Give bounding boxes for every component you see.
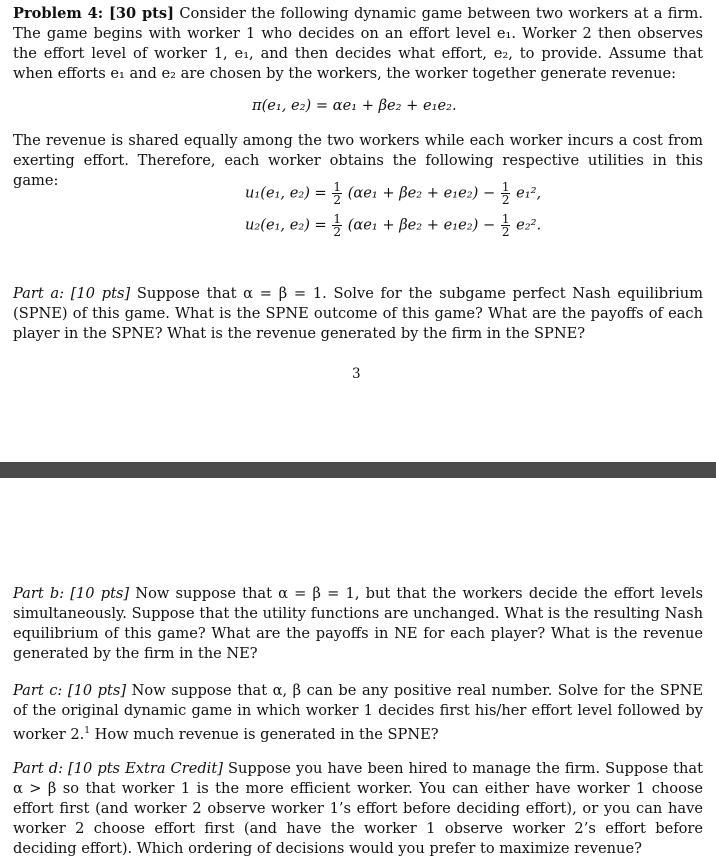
half-fraction: $\frac{1}{2}$ (501, 212, 510, 239)
u2-tail: e₂². (516, 216, 542, 234)
sharing-paragraph: The revenue is shared equally among the two workers while each worker incurs a cost from exerting effort. Therefore, each worker obtains the following respective utilities in this game: (13, 132, 703, 189)
footnote-marker: 1 (84, 726, 91, 736)
part-a (13, 284, 703, 344)
problem-heading: Problem 4: [30 pts] (13, 5, 175, 22)
utility-equation-2 (245, 213, 541, 238)
half-fraction: $\frac{1}{2}$ (501, 180, 510, 207)
page-number: 3 (352, 366, 361, 382)
page-separator (0, 462, 716, 478)
u1-rhs: (αe₁ + βe₂ + e₁e₂) − (347, 184, 496, 202)
part-a-label: Part a: [10 pts] (13, 285, 131, 302)
problem-intro-text: Consider the following dynamic game between two workers at a firm. The game begins with worker 1 who decides on an effort level e₁. Worker 2 then observes the effort level of worker 1, e₁, and then decides what effort, e₂, to provide. Assume that when efforts e₁ and e₂ are chosen by the workers, the worker together generate revenue: (13, 5, 703, 82)
problem-intro (13, 4, 703, 84)
part-c-text: Now suppose that α, β can be any positive real number. Solve for the SPNE of the original dynamic game in which worker 1 decides first his/her effort level followed by worker 2. (13, 682, 704, 743)
part-d (13, 759, 703, 859)
part-b-label: Part b: [10 pts] (13, 585, 130, 602)
u2-lhs: u₂(e₁, e₂) = (245, 216, 327, 234)
part-b-text: Now suppose that α = β = 1, but that the workers decide the effort levels simultaneously. Suppose that the utility functions are unchanged. What is the resulting Nash equilibrium of this game? What are the payoffs in NE for each player? What is the revenue generated by the firm in the NE? (13, 585, 704, 662)
utility-equation-1 (245, 181, 541, 206)
half-fraction: $\frac{1}{2}$ (333, 212, 342, 239)
part-d-text: Suppose you have been hired to manage the firm. Suppose that α > β so that worker 1 is the more efficient worker. You can either have worker 1 choose effort first (and worker 2 observe worker 1’s effort before deciding effort), or you can have worker 2 choose effort first (and have the worker 1 observe worker 2’s effort before deciding effort). Which ordering of decisions would you prefer to maximize revenue? (13, 760, 703, 857)
part-d-label: Part d: [10 pts Extra Credit] (13, 760, 223, 777)
half-fraction: $\frac{1}{2}$ (333, 180, 342, 207)
page-lower (0, 478, 716, 861)
part-c-label: Part c: [10 pts] (13, 682, 127, 699)
u1-lhs: u₁(e₁, e₂) = (245, 184, 327, 202)
revenue-equation: π(e₁, e₂) = αe₁ + βe₂ + e₁e₂. (252, 97, 457, 114)
part-a-text: Suppose that α = β = 1. Solve for the subgame perfect Nash equilibrium (SPNE) of this game. What is the SPNE outcome of this game? What are the payoffs of each player in the SPNE? What is the revenue generated by the firm in the SPNE? (13, 285, 704, 342)
u2-rhs: (αe₁ + βe₂ + e₁e₂) − (347, 216, 496, 234)
part-c-text-2: How much revenue is generated in the SPNE? (94, 725, 439, 743)
u1-tail: e₁², (516, 184, 542, 202)
part-b (13, 584, 703, 664)
part-c (13, 681, 703, 745)
